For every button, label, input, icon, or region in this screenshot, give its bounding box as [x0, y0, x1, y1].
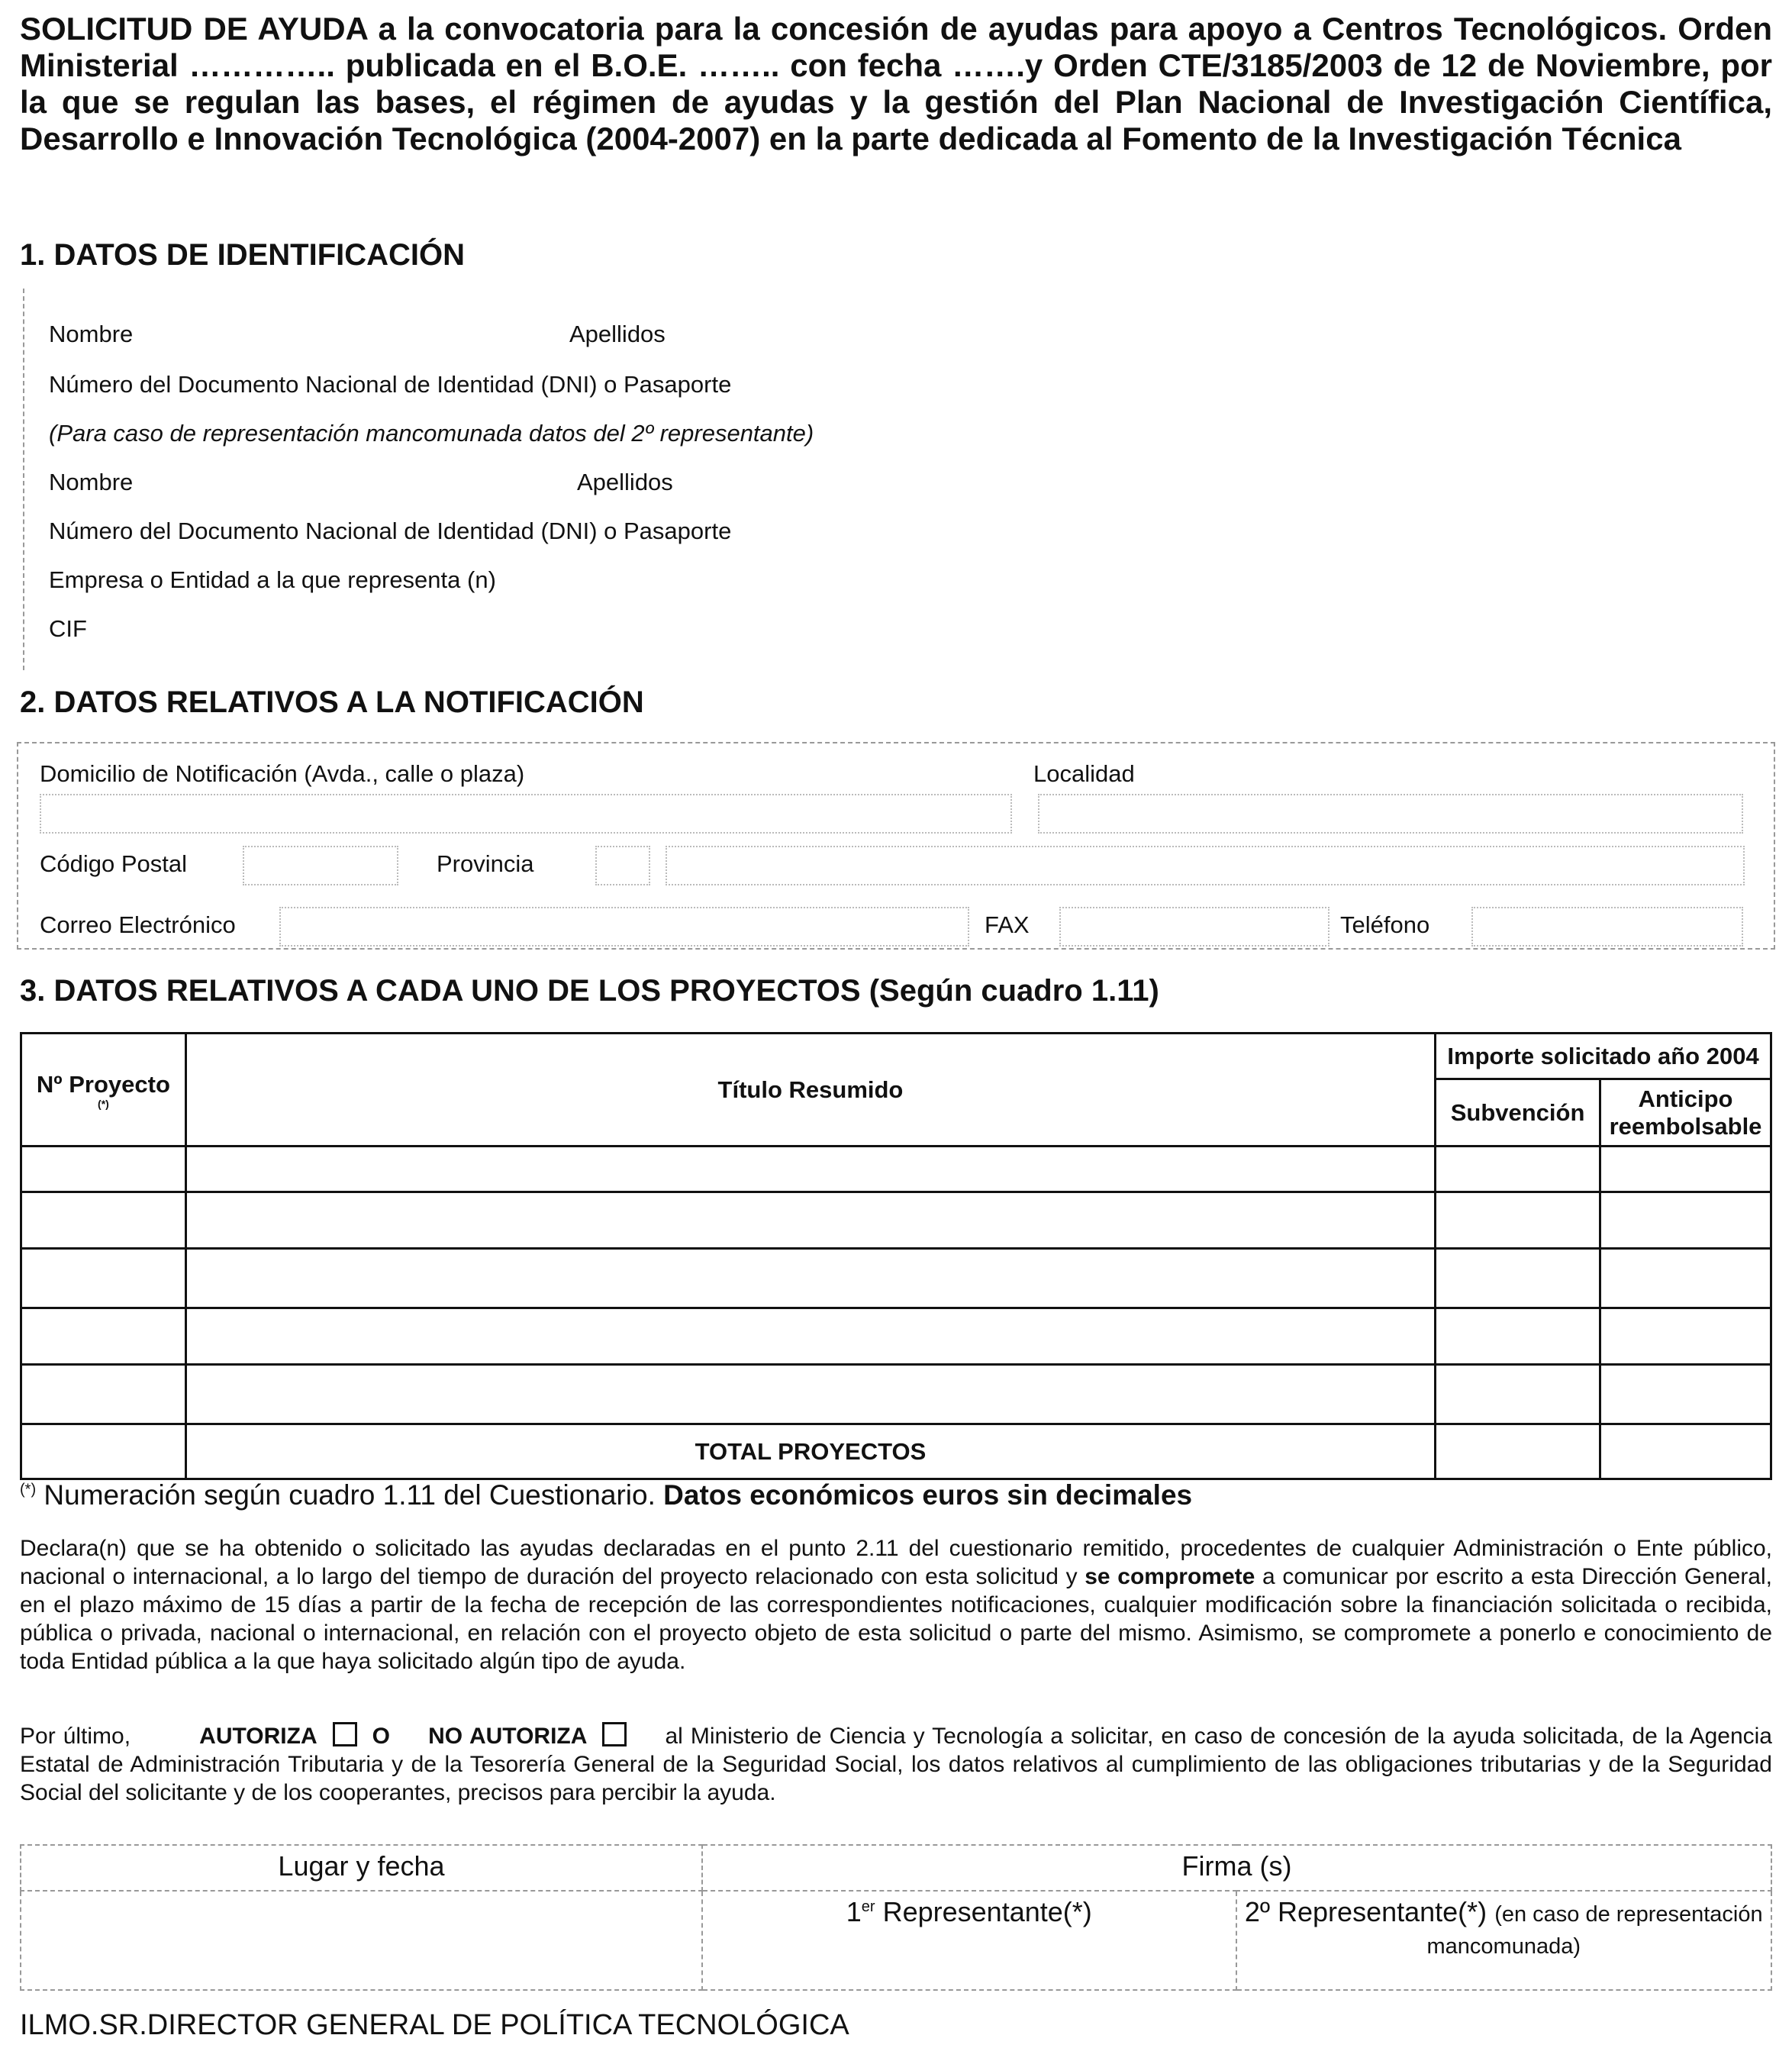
authorization-paragraph	[20, 1722, 1772, 1807]
autoriza-label: AUTORIZA	[199, 1724, 317, 1749]
or-label: O	[372, 1724, 390, 1749]
cell-titulo[interactable]	[185, 1192, 1435, 1249]
section3-title: 3. DATOS RELATIVOS A CADA UNO DE LOS PROYECTOS (Según cuadro 1.11)	[20, 974, 1159, 1008]
cell-titulo[interactable]	[185, 1308, 1435, 1365]
addressee: ILMO.SR.DIRECTOR GENERAL DE POLÍTICA TECNOLÓGICA	[20, 2009, 849, 2041]
cell-anticipo[interactable]	[1600, 1249, 1771, 1308]
dni2-label: Número del Documento Nacional de Identidad (DNI) o Pasaporte	[49, 518, 732, 544]
total-projects-label: TOTAL PROYECTOS	[185, 1424, 1435, 1479]
footnote-text: Numeración según cuadro 1.11 del Cuestionario.	[44, 1479, 656, 1511]
col-header-titulo: Título Resumido	[185, 1034, 1435, 1147]
nombre2-label: Nombre	[49, 469, 134, 495]
cell-subvencion[interactable]	[1436, 1192, 1600, 1249]
heading-dots: …………..	[189, 47, 335, 83]
form-heading	[20, 11, 1772, 157]
nombre-label: Nombre	[49, 321, 134, 347]
apellidos-label: Apellidos	[569, 321, 666, 347]
empresa-label: Empresa o Entidad a la que representa (n)	[49, 566, 496, 593]
cell-num[interactable]	[21, 1192, 186, 1249]
correo-field[interactable]	[279, 907, 969, 947]
codigo-postal-label: Código Postal	[40, 850, 188, 877]
fax-label: FAX	[985, 911, 1030, 938]
domicilio-label: Domicilio de Notificación (Avda., calle o plaza)	[40, 760, 525, 787]
lugar-fecha-field[interactable]	[21, 1891, 702, 1990]
heading-text: Orden CTE/3185/2003 de 12 de Noviembre, por la que se regulan las bases, el régimen de ayudas y la gestión del Plan Nacional de Investigación Científica, Desarrollo e Innovación Tecnológica (2004-2007) en la parte dedicada al Fomento de la Investigación Técnica	[20, 47, 1772, 156]
heading-text: con fecha	[790, 47, 942, 83]
provincia-label: Provincia	[437, 850, 534, 877]
declaration-paragraph	[20, 1534, 1772, 1675]
heading-dots: ……..	[698, 47, 780, 83]
representation-note: (Para caso de representación mancomunada datos del 2º representante)	[49, 420, 814, 447]
rep2-label: 2º Representante(*)	[1244, 1896, 1487, 1927]
section2-title: 2. DATOS RELATIVOS A LA NOTIFICACIÓN	[20, 685, 644, 719]
cell-anticipo[interactable]	[1600, 1192, 1771, 1249]
provincia-field[interactable]	[666, 846, 1745, 885]
cell-anticipo[interactable]	[1600, 1308, 1771, 1365]
lugar-fecha-label: Lugar y fecha	[21, 1845, 702, 1891]
rep1-label: 1	[846, 1896, 862, 1927]
provincia-code-field[interactable]	[595, 846, 650, 885]
cell-titulo[interactable]	[185, 1365, 1435, 1424]
cell-subvencion[interactable]	[1436, 1147, 1600, 1192]
autoriza-checkbox[interactable]	[333, 1722, 357, 1746]
cif-label: CIF	[49, 615, 87, 642]
total-subvencion-cell[interactable]	[1436, 1424, 1600, 1479]
apellidos2-label: Apellidos	[577, 469, 673, 495]
no-autoriza-checkbox[interactable]	[602, 1722, 627, 1746]
signature-table	[20, 1844, 1772, 1991]
declaration-text: Declara(n) que se ha obtenido o solicitado las ayudas declaradas en el punto 2.11 del cuestionario remitido, procedentes de cualquier Administración o Ente público, nacional o internacional, a lo largo del tiempo de duración del proyecto relacionado con esta solicitud y	[20, 1536, 1772, 1589]
heading-text: SOLICITUD DE AYUDA a la convocatoria para la concesión de ayudas para apoyo a Centros Tecnológicos. Orden Ministerial	[20, 11, 1772, 83]
col-num-label: Nº Proyecto	[36, 1070, 170, 1098]
fax-field[interactable]	[1059, 907, 1329, 947]
heading-text: publicada en el B.O.E.	[345, 47, 688, 83]
col-num-mark: (*)	[98, 1097, 109, 1110]
cell-num[interactable]	[21, 1424, 186, 1479]
cell-anticipo[interactable]	[1600, 1365, 1771, 1424]
col-header-importe	[1436, 1034, 1771, 1079]
telefono-field[interactable]	[1471, 907, 1743, 947]
col-header-subvencion: Subvención	[1436, 1079, 1600, 1147]
telefono-label: Teléfono	[1340, 911, 1430, 938]
cell-subvencion[interactable]	[1436, 1308, 1600, 1365]
cell-num[interactable]	[21, 1249, 186, 1308]
declaration-bold: se compromete	[1085, 1564, 1255, 1589]
cell-num[interactable]	[21, 1308, 186, 1365]
heading-dots: …….y	[952, 47, 1043, 83]
correo-label: Correo Electrónico	[40, 911, 236, 938]
firma-label: Firma (s)	[702, 1845, 1771, 1891]
col-importe-year: 2004	[1706, 1042, 1759, 1069]
footnote-bold-text: Datos económicos euros sin decimales	[663, 1479, 1193, 1511]
section1-box	[23, 289, 1772, 670]
domicilio-field[interactable]	[40, 794, 1012, 834]
codigo-postal-field[interactable]	[243, 846, 398, 885]
cell-anticipo[interactable]	[1600, 1147, 1771, 1192]
cell-subvencion[interactable]	[1436, 1249, 1600, 1308]
rep1-sup: er	[861, 1898, 875, 1915]
localidad-field[interactable]	[1038, 794, 1743, 834]
projects-table	[20, 1032, 1772, 1480]
rep1-label-rest: Representante(*)	[882, 1896, 1092, 1927]
col-header-num	[21, 1034, 186, 1147]
table-footnote	[20, 1479, 1192, 1511]
authorization-text: al Ministerio de Ciencia y Tecnología a solicitar, en caso de concesión de la ayuda solicitada, de la Agencia Estatal de Administración Tributaria y de la Tesorería General de la Seguridad Social, los datos relativos al cumplimiento de las obligaciones tributarias y de la Seguridad Social del solicitante y de los cooperantes, precisos para percibir la ayuda.	[20, 1724, 1772, 1805]
no-autoriza-label: NO AUTORIZA	[428, 1724, 588, 1749]
authorization-intro: Por último,	[20, 1724, 131, 1749]
rep2-note: (en caso de representación mancomunada)	[1426, 1902, 1763, 1959]
cell-num[interactable]	[21, 1147, 186, 1192]
col-header-anticipo: Anticipo reembolsable	[1600, 1079, 1771, 1147]
total-anticipo-cell[interactable]	[1600, 1424, 1771, 1479]
declaration-text: a comunicar por escrito a esta Dirección General, en el plazo máximo de 15 días a partir de la fecha de recepción de las correspondientes notificaciones, cualquier modificación sobre la financiación solicitada o recibida, pública o privada, nacional o internacional, en relación con el proyecto objeto de esta solicitud o parte del mismo. Asimismo, se compromete a ponerlo e conocimiento de toda Entidad pública a la que haya solicitado algún tipo de ayuda.	[20, 1564, 1772, 1674]
cell-titulo[interactable]	[185, 1249, 1435, 1308]
cell-num[interactable]	[21, 1365, 186, 1424]
localidad-label: Localidad	[1033, 760, 1135, 787]
col-importe-label: Importe solicitado año	[1447, 1042, 1700, 1069]
rep2-signature-cell[interactable]	[1236, 1891, 1772, 1990]
rep1-signature-cell[interactable]	[702, 1891, 1236, 1990]
section1-title: 1. DATOS DE IDENTIFICACIÓN	[20, 238, 466, 272]
footnote-mark: (*)	[20, 1481, 37, 1498]
cell-subvencion[interactable]	[1436, 1365, 1600, 1424]
cell-titulo[interactable]	[185, 1147, 1435, 1192]
dni-label: Número del Documento Nacional de Identidad (DNI) o Pasaporte	[49, 371, 732, 398]
